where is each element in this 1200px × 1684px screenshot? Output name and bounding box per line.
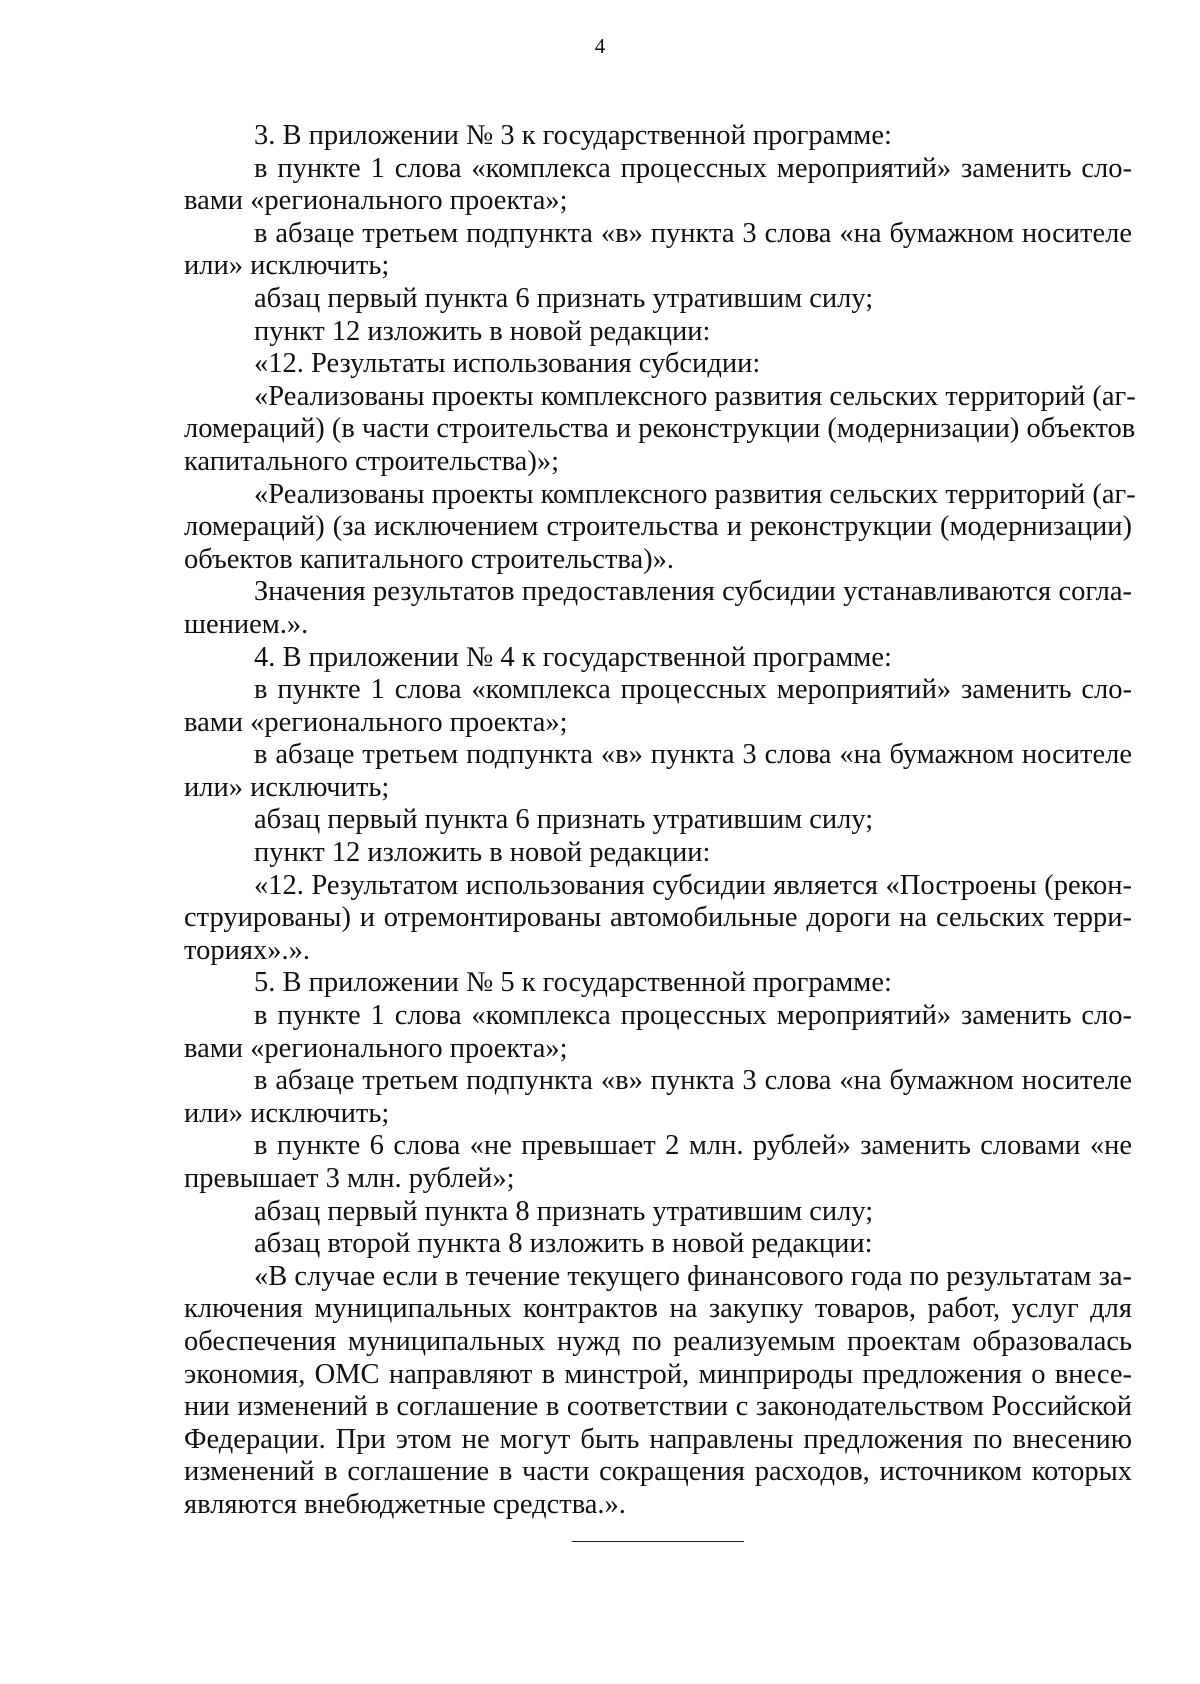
text-line: «12. Результаты использования субсидии: bbox=[254, 348, 761, 380]
text-line: превышает 3 млн. рублей»; bbox=[184, 1163, 515, 1194]
text-line: Значения результатов предоставления субсидии устанавливаются согла- bbox=[254, 576, 1132, 608]
text-line: абзац первый пункта 6 признать утратившим силу; bbox=[254, 804, 874, 836]
text-line: вами «регионального проекта»; bbox=[184, 706, 568, 738]
text-line: струированы) и отремонтированы автомобильные дороги на сельских терри- bbox=[184, 902, 1132, 934]
text-line: в пункте 1 слова «комплекса процессных мероприятий» заменить сло- bbox=[254, 1000, 1132, 1032]
text-line: «12. Результатом использования субсидии является «Построены (рекон- bbox=[254, 869, 1132, 901]
text-line: являются внебюджетные средства.». bbox=[184, 1488, 626, 1520]
text-line: пункт 12 изложить в новой редакции: bbox=[254, 837, 711, 869]
text-line: абзац второй пункта 8 изложить в новой редакции: bbox=[254, 1228, 873, 1260]
text-line: вами «регионального проекта»; bbox=[184, 185, 568, 217]
text-line: ломераций) (в части строительства и реконструкции (модернизации) объектов bbox=[184, 413, 1136, 445]
text-line: 3. В приложении № 3 к государственной программе: bbox=[254, 120, 892, 151]
text-line: в абзаце третьем подпункта «в» пункта 3 слова «на бумажном носителе bbox=[254, 217, 1132, 249]
text-line: «Реализованы проекты комплексного развития сельских территорий (аг- bbox=[254, 478, 1136, 510]
text-line: пункт 12 изложить в новой редакции: bbox=[254, 315, 711, 347]
text-line: 5. В приложении № 5 к государственной программе: bbox=[254, 967, 892, 999]
text-line: в пункте 1 слова «комплекса процессных мероприятий» заменить сло- bbox=[254, 674, 1132, 706]
text-line: в пункте 1 слова «комплекса процессных мероприятий» заменить сло- bbox=[254, 152, 1132, 184]
text-line: ломераций) (за исключением строительства и реконструкции (модернизации) bbox=[184, 511, 1132, 543]
text-line: шением.». bbox=[184, 608, 309, 640]
text-line: объектов капитального строительства)». bbox=[184, 543, 675, 575]
text-line: ключения муниципальных контрактов на закупку товаров, работ, услуг для bbox=[184, 1293, 1132, 1325]
text-line: «В случае если в течение текущего финансового года по результатам за- bbox=[254, 1260, 1132, 1292]
text-line: нии изменений в соглашение в соответствии с законодательством Российской bbox=[184, 1391, 1132, 1423]
text-line: «Реализованы проекты комплексного развития сельских территорий (аг- bbox=[254, 380, 1136, 412]
document-body bbox=[184, 120, 1136, 1522]
text-line: обеспечения муниципальных нужд по реализуемым проектам образовалась bbox=[184, 1325, 1132, 1357]
text-line: Федерации. При этом не могут быть направлены предложения по внесению bbox=[184, 1423, 1132, 1455]
text-line: 4. В приложении № 4 к государственной программе: bbox=[254, 641, 892, 673]
text-line: изменений в соглашение в части сокращения расходов, источником которых bbox=[184, 1456, 1132, 1488]
text-line: в абзаце третьем подпункта «в» пункта 3 слова «на бумажном носителе bbox=[254, 739, 1132, 771]
text-line: абзац первый пункта 6 признать утратившим силу; bbox=[254, 282, 874, 314]
text-line: в абзаце третьем подпункта «в» пункта 3 слова «на бумажном носителе bbox=[254, 1065, 1132, 1097]
text-line: ториях».». bbox=[184, 934, 310, 966]
text-line: вами «регионального проекта»; bbox=[184, 1032, 568, 1064]
text-line: абзац первый пункта 8 признать утратившим силу; bbox=[254, 1195, 874, 1227]
page-number: 4 bbox=[594, 34, 606, 58]
text-line: капитального строительства)»; bbox=[184, 445, 559, 477]
text-line: или» исключить; bbox=[184, 771, 390, 803]
text-line: или» исключить; bbox=[184, 1097, 390, 1129]
text-line: в пункте 6 слова «не превышает 2 млн. рублей» заменить словами «не bbox=[254, 1130, 1132, 1162]
text-line: экономия, ОМС направляют в минстрой, минприроды предложения о внесе- bbox=[184, 1358, 1132, 1390]
closing-rule bbox=[572, 1541, 744, 1542]
text-line: или» исключить; bbox=[184, 250, 390, 282]
